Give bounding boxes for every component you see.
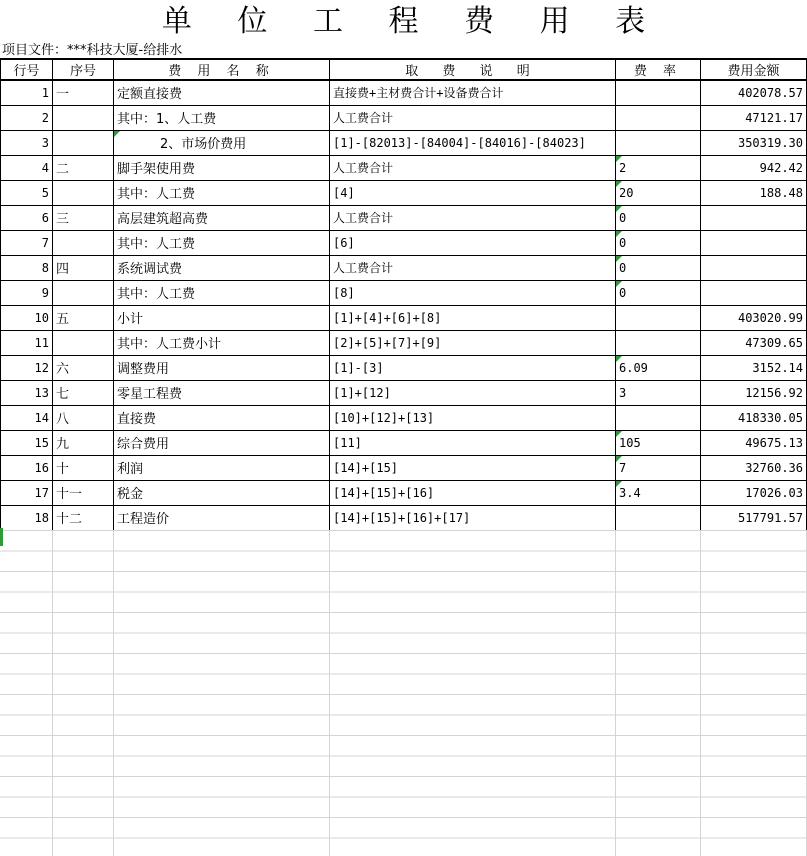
cell-amount[interactable]: 418330.05 xyxy=(701,405,807,430)
cell-fee-basis[interactable]: [14]+[15]+[16]+[17] xyxy=(330,505,616,530)
cell-fee-basis[interactable]: 人工费合计 xyxy=(330,155,616,180)
cell-amount[interactable]: 942.42 xyxy=(701,155,807,180)
cell-seq[interactable] xyxy=(53,105,114,130)
cell-fee-basis[interactable]: [2]+[5]+[7]+[9] xyxy=(330,330,616,355)
cell-seq[interactable]: 二 xyxy=(53,155,114,180)
table-row[interactable] xyxy=(1,230,807,255)
cell-amount[interactable]: 32760.36 xyxy=(701,455,807,480)
cell-amount[interactable] xyxy=(701,230,807,255)
cell-seq[interactable] xyxy=(53,230,114,255)
cell-seq[interactable]: 三 xyxy=(53,205,114,230)
cell-rate[interactable] xyxy=(616,505,701,530)
table-row[interactable] xyxy=(1,205,807,230)
cell-amount[interactable]: 3152.14 xyxy=(701,355,807,380)
cell-line-no[interactable]: 2 xyxy=(1,105,53,130)
cell-seq[interactable]: 八 xyxy=(53,405,114,430)
cell-line-no[interactable]: 3 xyxy=(1,130,53,155)
empty-sheet-grid[interactable] xyxy=(0,530,807,856)
cell-line-no[interactable]: 8 xyxy=(1,255,53,280)
cell-amount[interactable]: 47121.17 xyxy=(701,105,807,130)
cell-rate[interactable]: 0 xyxy=(616,255,701,280)
cell-fee-basis[interactable]: [6] xyxy=(330,230,616,255)
table-row[interactable] xyxy=(1,380,807,405)
cell-fee-basis[interactable]: [1]-[3] xyxy=(330,355,616,380)
table-row[interactable] xyxy=(1,455,807,480)
table-row[interactable] xyxy=(1,480,807,505)
col-header-basis[interactable]: 取 费 说 明 xyxy=(330,59,616,80)
table-row[interactable] xyxy=(1,305,807,330)
cell-amount[interactable]: 403020.99 xyxy=(701,305,807,330)
table-row[interactable] xyxy=(1,255,807,280)
cell-amount[interactable] xyxy=(701,280,807,305)
cell-fee-basis[interactable]: [11] xyxy=(330,430,616,455)
cell-rate[interactable]: 3 xyxy=(616,380,701,405)
cell-fee-name[interactable]: 其中：人工费 xyxy=(114,180,330,205)
cell-fee-basis[interactable]: 人工费合计 xyxy=(330,255,616,280)
cell-seq[interactable] xyxy=(53,280,114,305)
cost-table xyxy=(0,58,807,531)
grid-col-divider xyxy=(329,530,330,856)
active-cell-marker xyxy=(0,528,3,546)
cell-amount[interactable]: 49675.13 xyxy=(701,430,807,455)
cell-fee-basis[interactable]: [8] xyxy=(330,280,616,305)
cell-line-no[interactable]: 6 xyxy=(1,205,53,230)
cell-line-no[interactable]: 13 xyxy=(1,380,53,405)
cell-rate[interactable]: 0 xyxy=(616,230,701,255)
cell-rate[interactable] xyxy=(616,105,701,130)
col-header-name[interactable]: 费 用 名 称 xyxy=(114,59,330,80)
cell-seq[interactable]: 九 xyxy=(53,430,114,455)
table-row[interactable] xyxy=(1,280,807,305)
cell-seq[interactable]: 十二 xyxy=(53,505,114,530)
table-row[interactable] xyxy=(1,405,807,430)
col-header-line[interactable]: 行号 xyxy=(1,59,53,80)
cell-line-no[interactable]: 1 xyxy=(1,80,53,105)
cell-amount[interactable]: 188.48 xyxy=(701,180,807,205)
cell-fee-basis[interactable]: [14]+[15] xyxy=(330,455,616,480)
cell-fee-name[interactable]: 系统调试费 xyxy=(114,255,330,280)
cell-fee-name[interactable]: 利润 xyxy=(114,455,330,480)
cell-line-no[interactable]: 16 xyxy=(1,455,53,480)
cell-fee-basis[interactable]: [1]+[4]+[6]+[8] xyxy=(330,305,616,330)
cell-fee-name[interactable]: 税金 xyxy=(114,480,330,505)
cell-fee-basis[interactable]: [14]+[15]+[16] xyxy=(330,480,616,505)
cell-line-no[interactable]: 15 xyxy=(1,430,53,455)
table-row[interactable] xyxy=(1,130,807,155)
cell-line-no[interactable]: 14 xyxy=(1,405,53,430)
cell-line-no[interactable]: 4 xyxy=(1,155,53,180)
cell-line-no[interactable]: 7 xyxy=(1,230,53,255)
cell-rate[interactable] xyxy=(616,80,701,105)
cell-fee-basis[interactable]: 人工费合计 xyxy=(330,105,616,130)
col-header-amount[interactable]: 费用金额 xyxy=(701,59,807,80)
cell-line-no[interactable]: 12 xyxy=(1,355,53,380)
table-row[interactable] xyxy=(1,505,807,530)
report-title: 单 位 工 程 费 用 表 xyxy=(161,4,664,39)
cell-seq[interactable] xyxy=(53,330,114,355)
cell-seq[interactable]: 七 xyxy=(53,380,114,405)
cell-line-no[interactable]: 10 xyxy=(1,305,53,330)
cell-seq[interactable]: 十一 xyxy=(53,480,114,505)
cell-amount[interactable]: 402078.57 xyxy=(701,80,807,105)
table-row[interactable] xyxy=(1,155,807,180)
cell-fee-basis[interactable]: [4] xyxy=(330,180,616,205)
cell-fee-name[interactable]: 高层建筑超高费 xyxy=(114,205,330,230)
grid-col-divider xyxy=(52,530,53,856)
grid-col-divider xyxy=(113,530,114,856)
cell-amount[interactable]: 47309.65 xyxy=(701,330,807,355)
table-row[interactable] xyxy=(1,180,807,205)
cell-line-no[interactable]: 18 xyxy=(1,505,53,530)
cell-amount[interactable]: 350319.30 xyxy=(701,130,807,155)
cell-fee-name[interactable]: 定额直接费 xyxy=(114,80,330,105)
table-row[interactable] xyxy=(1,80,807,105)
cell-fee-name[interactable]: 小计 xyxy=(114,305,330,330)
cell-line-no[interactable]: 11 xyxy=(1,330,53,355)
cell-amount[interactable]: 12156.92 xyxy=(701,380,807,405)
cell-fee-name[interactable]: 调整费用 xyxy=(114,355,330,380)
cell-amount[interactable]: 517791.57 xyxy=(701,505,807,530)
cell-fee-name[interactable]: 2、市场价费用 xyxy=(114,130,330,155)
cell-rate[interactable] xyxy=(616,405,701,430)
cell-rate[interactable]: 0 xyxy=(616,280,701,305)
table-row[interactable] xyxy=(1,330,807,355)
cell-rate[interactable]: 0 xyxy=(616,205,701,230)
cell-fee-name[interactable]: 零星工程费 xyxy=(114,380,330,405)
cell-seq[interactable]: 一 xyxy=(53,80,114,105)
cell-amount[interactable] xyxy=(701,255,807,280)
cell-rate[interactable]: 6.09 xyxy=(616,355,701,380)
cell-seq[interactable]: 五 xyxy=(53,305,114,330)
cell-seq[interactable]: 四 xyxy=(53,255,114,280)
cell-rate[interactable] xyxy=(616,130,701,155)
cell-fee-name[interactable]: 其中：人工费 xyxy=(114,280,330,305)
cell-rate[interactable]: 105 xyxy=(616,430,701,455)
cell-seq[interactable] xyxy=(53,180,114,205)
table-row[interactable] xyxy=(1,105,807,130)
cell-rate[interactable] xyxy=(616,305,701,330)
cell-seq[interactable] xyxy=(53,130,114,155)
cell-fee-basis[interactable]: 直接费+主材费合计+设备费合计 xyxy=(330,80,616,105)
project-file-label[interactable]: 项目文件：***科技大厦-给排水 xyxy=(2,43,183,58)
cell-rate[interactable]: 2 xyxy=(616,155,701,180)
cell-line-no[interactable]: 9 xyxy=(1,280,53,305)
grid-col-divider xyxy=(615,530,616,856)
cell-line-no[interactable]: 17 xyxy=(1,480,53,505)
grid-col-divider xyxy=(700,530,701,856)
cell-amount[interactable]: 17026.03 xyxy=(701,480,807,505)
cell-fee-name[interactable]: 直接费 xyxy=(114,405,330,430)
col-header-rate[interactable]: 费 率 xyxy=(616,59,701,80)
header-row xyxy=(1,59,807,80)
cell-fee-name[interactable]: 工程造价 xyxy=(114,505,330,530)
cell-fee-basis[interactable]: [1]-[82013]-[84004]-[84016]-[84023] xyxy=(330,130,616,155)
cell-amount[interactable] xyxy=(701,205,807,230)
cell-seq[interactable]: 六 xyxy=(53,355,114,380)
cell-fee-name[interactable]: 综合费用 xyxy=(114,430,330,455)
cell-fee-basis[interactable]: [10]+[12]+[13] xyxy=(330,405,616,430)
col-header-seq[interactable]: 序号 xyxy=(53,59,114,80)
cell-fee-name[interactable]: 其中：人工费小计 xyxy=(114,330,330,355)
cell-rate[interactable]: 3.4 xyxy=(616,480,701,505)
table-row[interactable] xyxy=(1,430,807,455)
cell-fee-name[interactable]: 其中：人工费 xyxy=(114,230,330,255)
cell-fee-basis[interactable]: 人工费合计 xyxy=(330,205,616,230)
cell-fee-name[interactable]: 其中：1、人工费 xyxy=(114,105,330,130)
cell-seq[interactable]: 十 xyxy=(53,455,114,480)
table-row[interactable] xyxy=(1,355,807,380)
cell-line-no[interactable]: 5 xyxy=(1,180,53,205)
cell-rate[interactable]: 7 xyxy=(616,455,701,480)
cell-rate[interactable] xyxy=(616,330,701,355)
cell-fee-name[interactable]: 脚手架使用费 xyxy=(114,155,330,180)
cell-rate[interactable]: 20 xyxy=(616,180,701,205)
cell-fee-basis[interactable]: [1]+[12] xyxy=(330,380,616,405)
